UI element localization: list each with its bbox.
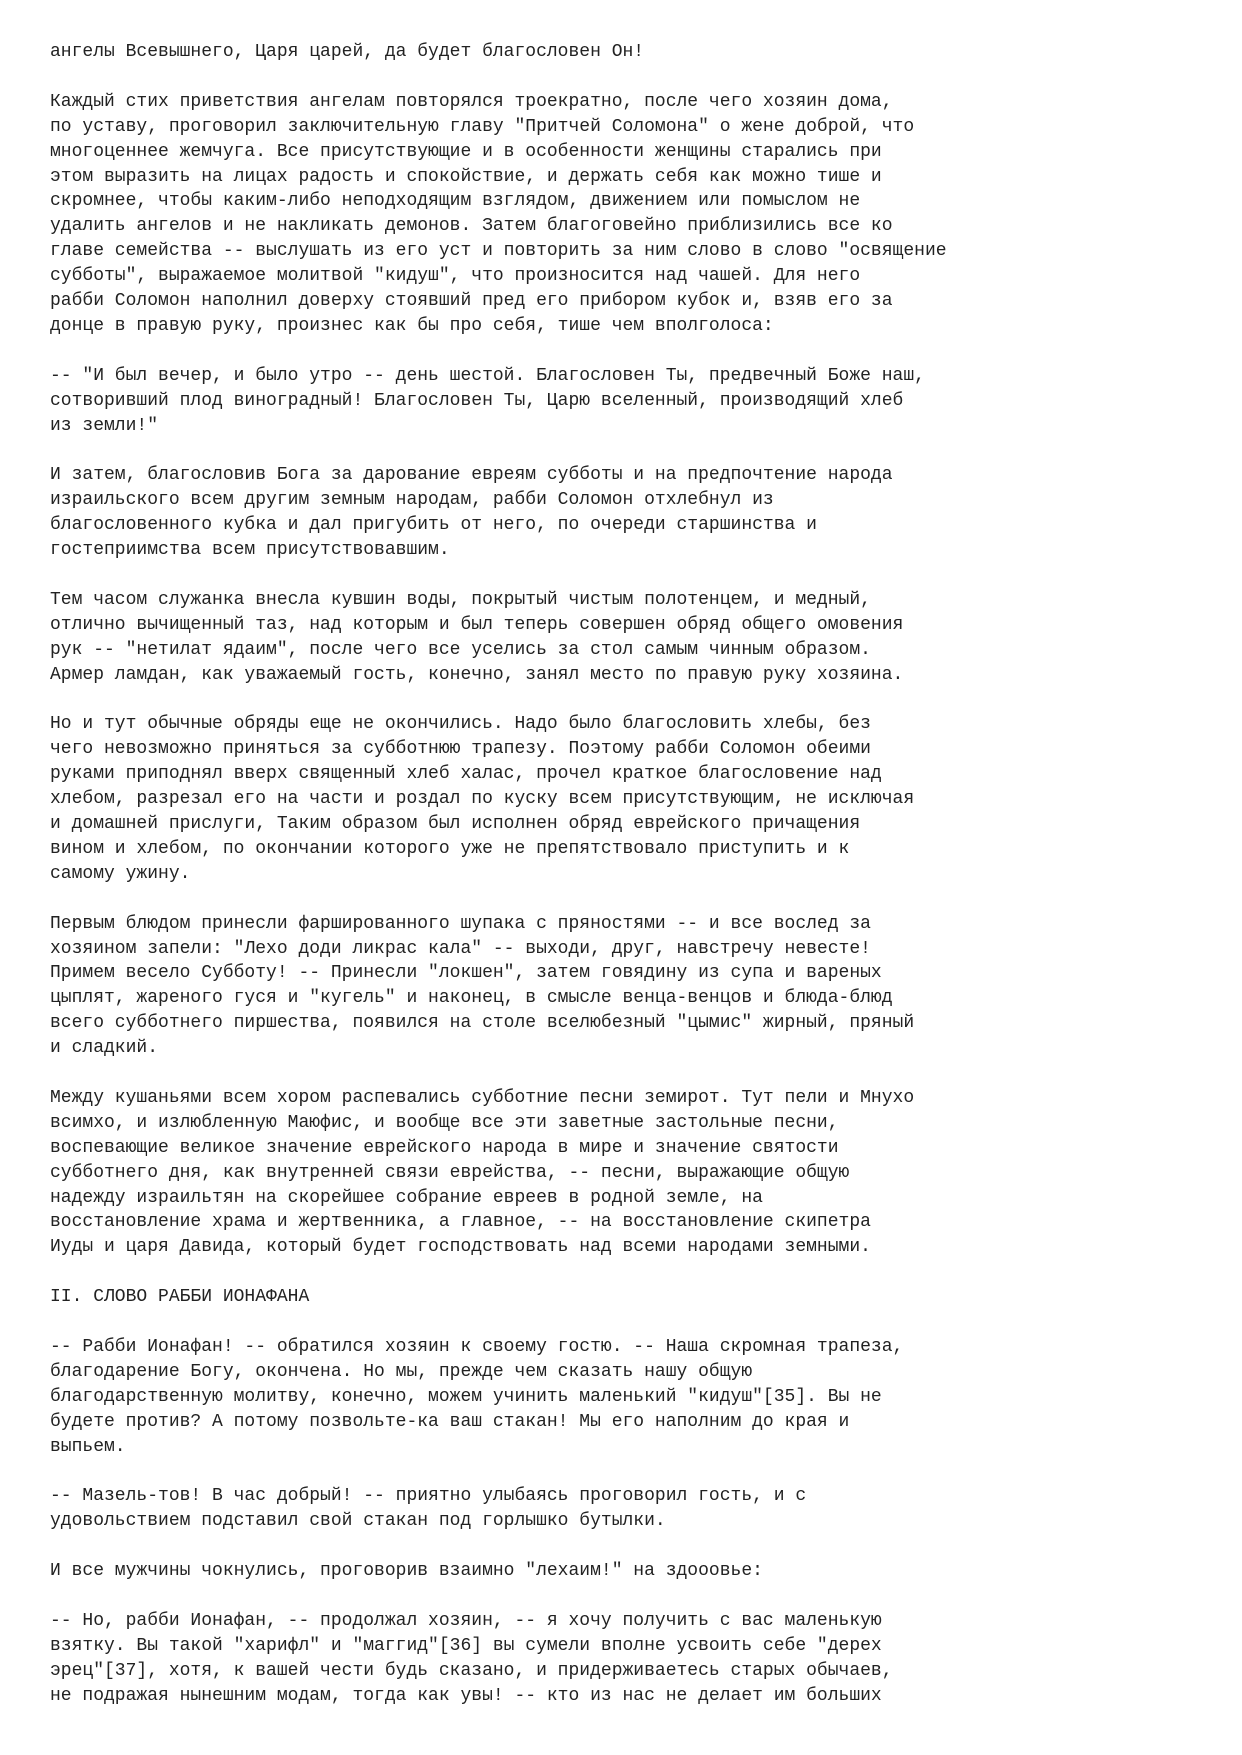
document-page [50,40,1200,1733]
section-heading: II. СЛОВО РАББИ ИОНАФАНА [50,1287,310,1308]
paragraph-blessing-quote: -- "И был вечер, и было утро -- день шестой. Благословен Ты, предвечный Боже наш, сотворивший плод виноградный! Благословен Ты, Царю вселенный, производящий хлеб из земли!" [50,365,925,436]
paragraph-bread-blessing: Но и тут обычные обряды еще не окончились. Надо было благословить хлебы, без чего невозможно приняться за субботнюю трапезу. Поэтому рабби Соломон обеими руками приподнял вверх священный хлеб халас, прочел краткое благословение над хлебом, разрезал его на части и роздал по куску всем присутствующим, не исключая и домашней прислуги, Таким образом был исполнен обряд еврейского причащения вином и хлебом, по окончании которого уже не препятствовало приступить и к самому ужину. [50,714,915,884]
paragraph-hand-washing: Тем часом служанка внесла кувшин воды, покрытый чистым полотенцем, и медный, отлично вычищенный таз, над которым и был теперь совершен обряд общего омовения рук -- "нетилат ядаим", после чего все уселись за стол самым чинным образом. Армер ламдан, как уважаемый гость, конечно, занял место по правую руку хозяина. [50,589,904,685]
paragraph-greeting-verses: Каждый стих приветствия ангелам повторялся троекратно, после чего хозяин дома, по уставу, проговорил заключительную главу "Притчей Соломона" о жене доброй, что многоценнее жемчуга. Все присутствующие и в особенности женщины старались при этом выразить на лицах радость и спокойствие, и держать себя как можно тише и скромнее, чтобы каким-либо неподходящим взглядом, движением или помыслом не удалить ангелов и не накликать демонов. Затем благоговейно приблизились все ко главе семейства -- выслушать из его уст и повторить за ним слово в слово "освящение субботы", выражаемое молитвой "кидуш", что произносится над чашей. Для него рабби Соломон наполнил доверху стоявший пред его прибором кубок и, взяв его за донце в правую руку, произнес как бы про себя, тише чем вполголоса: [50,91,947,336]
paragraph-host-address: -- Рабби Ионафан! -- обратился хозяин к своему гостю. -- Наша скромная трапеза, благодарение Богу, окончена. Но мы, прежде чем сказать нашу общую благодарственную молитву, конечно, можем учинить маленький "кидуш"[35]. Вы не будете против? А потому позвольте-ка ваш стакан! Мы его наполним до края и выпьем. [50,1336,904,1457]
paragraph-mazel-tov: -- Мазель-тов! В час добрый! -- приятно улыбаясь проговорил гость, и с удовольствием подставил свой стакан под горлышко бутылки. [50,1486,807,1532]
paragraph-zemirot-songs: Между кушаньями всем хором распевались субботние песни земирот. Тут пели и Мнухо всимхо, и излюбленную Маюфис, и вообще все эти заветные застольные песни, воспевающие великое значение еврейского народа в мире и значение святости субботнего дня, как внутренней связи еврейства, -- песни, выражающие общую надежду израильтян на скорейшее собрание евреев в родной земле, на восстановление храма и жертвенника, а главное, -- на восстановление скипетра Иуды и царя Давида, который будет господствовать над всеми народами земными. [50,1087,915,1258]
paragraph-sabbath-blessing: И затем, благословив Бога за дарование евреям субботы и на предпочтение народа израильского всем другим земным народам, рабби Соломон отхлебнул из благословенного кубка и дал пригубить от него, по очереди старшинства и гостеприимства всем присутствовавшим. [50,465,893,561]
paragraph-lechaim: И все мужчины чокнулись, проговорив взаимно "лехаим!" на здооовье: [50,1561,763,1582]
paragraph-first-dish: Первым блюдом принесли фаршированного шупака с пряностями -- и все вослед за хозяином запели: "Лехо доди ликрас кала" -- выходи, друг, навстречу невесте! Примем весело Субботу! -- Принесли "локшен", затем говядину из супа и вареных цыплят, жареного гуся и "кугель" и наконец, в смысле венца-венцов и блюда-блюд всего субботнего пиршества, появился на столе вселюбезный "цымис" жирный, пряный и сладкий. [50,913,915,1059]
paragraph-host-continues: -- Но, рабби Ионафан, -- продолжал хозяин, -- я хочу получить с вас маленькую взятку. Вы такой "харифл" и "маггид"[36] вы сумели вполне усвоить себе "дерех эрец"[37], хотя, к вашей чести будь сказано, и придерживаетесь старых обычаев, не подражая нынешним модам, тогда как увы! -- кто из нас не делает им больших [50,1610,893,1706]
paragraph-angels: ангелы Всевышнего, Царя царей, да будет благословен Он! [50,42,645,62]
